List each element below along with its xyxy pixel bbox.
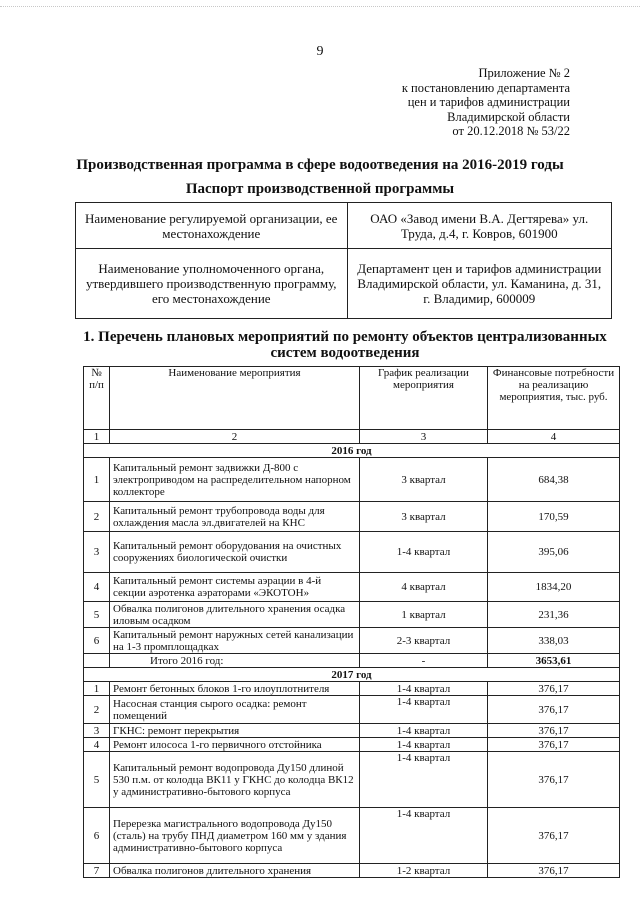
row-number: 1 <box>84 682 110 696</box>
table-row <box>84 628 620 654</box>
table-row <box>84 458 620 502</box>
page-top-rule <box>0 6 640 7</box>
table-row <box>84 724 620 738</box>
column-number: 1 <box>84 430 110 444</box>
document-title: Производственная программа в сфере водоотведения на 2016-2019 годы <box>76 157 564 173</box>
measure-name: Капитальный ремонт трубопровода воды для охлаждения масла эл.двигателей на КНС <box>110 502 360 532</box>
passport-label: Наименование уполномоченного органа, утвердившего производственную программу, его местонахождение <box>76 249 348 319</box>
measure-name: Ремонт илососа 1-го первичного отстойника <box>110 738 360 752</box>
appendix-line: Приложение № 2 <box>478 66 570 80</box>
row-number: 4 <box>84 738 110 752</box>
row-number: 2 <box>84 502 110 532</box>
measure-schedule: 4 квартал <box>360 573 488 602</box>
measure-name: Капитальный ремонт водопровода Ду150 длиной 530 п.м. от колодца ВК11 у ГКНС до колодца ВК12 у административно-бытового корпуса <box>110 752 360 808</box>
measures-table <box>83 366 620 878</box>
header-cell: Наименование мероприятия <box>110 367 360 430</box>
row-number: 3 <box>84 532 110 573</box>
measure-cost: 376,17 <box>488 696 620 724</box>
passport-row <box>76 249 612 319</box>
table-row <box>84 808 620 864</box>
measure-cost: 684,38 <box>488 458 620 502</box>
year-label: 2016 год <box>84 444 620 458</box>
measure-cost: 338,03 <box>488 628 620 654</box>
year-row <box>84 444 620 458</box>
measure-name: Капитальный ремонт оборудования на очистных сооружениях биологической очистки <box>110 532 360 573</box>
header-cell: График реализации мероприятия <box>360 367 488 430</box>
column-number: 4 <box>488 430 620 444</box>
measure-cost: 376,17 <box>488 752 620 808</box>
total-label: Итого 2016 год: <box>110 654 360 668</box>
table-row <box>84 602 620 628</box>
measure-name: ГКНС: ремонт перекрытия <box>110 724 360 738</box>
measure-schedule: 3 квартал <box>360 502 488 532</box>
header-cell: № п/п <box>84 367 110 430</box>
row-number: 5 <box>84 602 110 628</box>
row-number: 6 <box>84 628 110 654</box>
passport-table <box>75 202 612 319</box>
measure-schedule: 2-3 квартал <box>360 628 488 654</box>
measure-cost: 395,06 <box>488 532 620 573</box>
total-row <box>84 654 620 668</box>
table-row <box>84 738 620 752</box>
passport-label: Наименование регулируемой организации, ее местонахождение <box>76 203 348 249</box>
measure-schedule: 1-2 квартал <box>360 864 488 878</box>
total-schedule: - <box>360 654 488 668</box>
row-number: 1 <box>84 458 110 502</box>
section-title: 1. Перечень плановых мероприятий по ремонту объектов централизованных систем водоотведения <box>83 329 607 361</box>
measure-schedule: 1-4 квартал <box>360 696 488 724</box>
row-number: 4 <box>84 573 110 602</box>
table-row <box>84 532 620 573</box>
table-row <box>84 696 620 724</box>
passport-value: ОАО «Завод имени В.А. Дегтярева» ул. Труда, д.4, г. Ковров, 601900 <box>347 203 611 249</box>
measure-schedule: 1-4 квартал <box>360 808 488 864</box>
measure-cost: 1834,20 <box>488 573 620 602</box>
measure-cost: 231,36 <box>488 602 620 628</box>
passport-title: Паспорт производственной программы <box>185 181 455 197</box>
year-label: 2017 год <box>84 668 620 682</box>
measure-schedule: 1-4 квартал <box>360 752 488 808</box>
measure-schedule: 3 квартал <box>360 458 488 502</box>
measure-name: Перерезка магистрального водопровода Ду150 (сталь) на трубу ПНД диаметром 160 мм у здания административно-бытового корпуса <box>110 808 360 864</box>
measure-cost: 376,17 <box>488 864 620 878</box>
table-row <box>84 864 620 878</box>
column-number-row <box>84 430 620 444</box>
measure-schedule: 1-4 квартал <box>360 724 488 738</box>
measure-name: Капитальный ремонт системы аэрации в 4-й секции аэротенка аэраторами «ЭКОТОН» <box>110 573 360 602</box>
row-number: 6 <box>84 808 110 864</box>
table-row <box>84 752 620 808</box>
measure-name: Капитальный ремонт задвижки Д-800 с электроприводом на распределительном напорном коллекторе <box>110 458 360 502</box>
measure-cost: 376,17 <box>488 808 620 864</box>
table-row <box>84 573 620 602</box>
measure-cost: 376,17 <box>488 682 620 696</box>
measure-name: Обвалка полигонов длительного хранения <box>110 864 360 878</box>
appendix-line: от 20.12.2018 № 53/22 <box>452 124 570 138</box>
measure-name: Капитальный ремонт наружных сетей канализации на 1-3 промплощадках <box>110 628 360 654</box>
column-number: 3 <box>360 430 488 444</box>
passport-row <box>76 203 612 249</box>
measure-schedule: 1 квартал <box>360 602 488 628</box>
table-row <box>84 682 620 696</box>
appendix-line: к постановлению департамента <box>401 80 570 95</box>
measure-schedule: 1-4 квартал <box>360 532 488 573</box>
measure-name: Насосная станция сырого осадка: ремонт помещений <box>110 696 360 724</box>
measure-name: Ремонт бетонных блоков 1-го илоуплотнителя <box>110 682 360 696</box>
column-number: 2 <box>110 430 360 444</box>
header-cell: Финансовые потребности на реализацию мероприятия, тыс. руб. <box>488 367 620 430</box>
row-number: 5 <box>84 752 110 808</box>
row-number: 2 <box>84 696 110 724</box>
row-number: 7 <box>84 864 110 878</box>
appendix-block <box>350 66 570 139</box>
appendix-line: цен и тарифов администрации <box>407 95 570 109</box>
table-header-row <box>84 367 620 430</box>
measure-name: Обвалка полигонов длительного хранения осадка иловым осадком <box>110 602 360 628</box>
measure-cost: 170,59 <box>488 502 620 532</box>
measure-cost: 376,17 <box>488 738 620 752</box>
row-number: 3 <box>84 724 110 738</box>
table-row <box>84 502 620 532</box>
year-row <box>84 668 620 682</box>
appendix-line: Владимирской области <box>447 109 570 124</box>
measure-cost: 376,17 <box>488 724 620 738</box>
measure-schedule: 1-4 квартал <box>360 738 488 752</box>
total-cost: 3653,61 <box>488 654 620 668</box>
page-number: 9 <box>316 44 324 59</box>
measure-schedule: 1-4 квартал <box>360 682 488 696</box>
passport-value: Департамент цен и тарифов администрации Владимирской области, ул. Каманина, д. 31, г. Владимир, 600009 <box>347 249 611 319</box>
